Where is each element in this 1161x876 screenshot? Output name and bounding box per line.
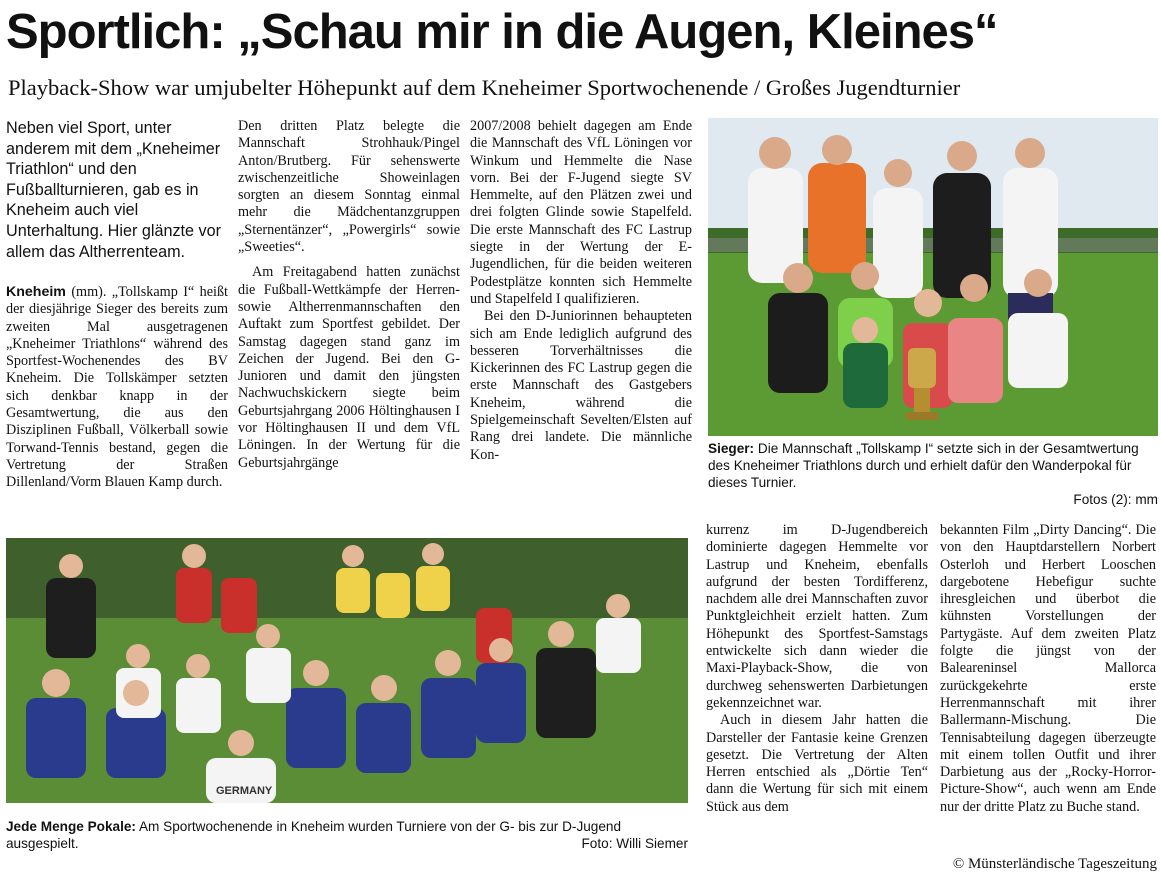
dateline: Kneheim <box>6 284 66 300</box>
winners-photo-credit: Fotos (2): mm <box>1073 492 1158 507</box>
paragraph-2: Den dritten Platz belegte die Mannschaft Strohhauk/Pingel Anton/Brutberg. Für sehenswerte zwischenzeitliche Showeinlagen sorgten an diesem Sonntag einmal mehr die Mädchentanzgruppen „Sternentänzer“, „Powergirls“ sowie „Sweeties“. <box>238 118 460 256</box>
shirt-lettering: GERMANY <box>216 785 273 797</box>
subheadline: Playback-Show war umjubelter Höhepunkt auf dem Kneheimer Sportwochenende / Großes Jugendturnier <box>8 75 961 100</box>
winners-caption-text: Die Mannschaft „Tollskamp I“ setzte sich in der Gesamtwertung des Kneheimer Triathlons durch und erhielt dafür den Wanderpokal für dieses Turnier. <box>708 441 1139 490</box>
article-column-3 <box>470 118 692 524</box>
youth-photo-caption <box>6 818 688 852</box>
paragraph-5: Auch in diesem Jahr hatten die Darsteller der Fantasie keine Grenzen gesetzt. Die Vertretung der Alten Herren entschied als „Dörtie Ten“ dann die Wertung für sich mit einem Stück aus dem <box>706 712 928 815</box>
article-column-5 <box>940 522 1156 854</box>
paragraph-1: (mm). „Tollskamp I“ heißt der diesjährige Sieger des bereits zum zweiten Mal ausgetragenen „Kneheimer Triathlons“ während des Sportfest-Wochenendes des BV Kneheim. Die Tollskämper setzten sich denkbar knapp in der Gesamtwertung, die aus den Disziplinen Fußball, Völkerball sowie Torwand-Tennis bestand, gegen die Vertretung der Straßen Dillenland/Vorm Blauen Kamp durch. <box>6 284 228 491</box>
article-column-4 <box>706 522 928 854</box>
paragraph-4: Bei den D-Juniorinnen behaupteten sich am Ende lediglich aufgrund des besseren Torverhältnisses die Kickerinnen des FC Lastrup gegen die erste Mannschaft des Gastgebers Kneheim, während die Spielgemeinschaft Sevelten/Elsten auf Rang drei landete. Die männliche Kon- <box>470 308 692 463</box>
copyright-notice: © Münsterländische Tageszeitung <box>952 856 1157 872</box>
youth-photo-image <box>6 538 688 803</box>
winners-photo-image <box>708 118 1158 436</box>
article-column-2 <box>238 118 460 524</box>
paragraph-3-continued: 2007/2008 behielt dagegen am Ende die Mannschaft des VfL Löningen vor Winkum und Hemmelte die Nase vorn. Bei der F-Jugend siegte SV Hemmelte, auf den Plätzen zwei und drei folgten Glinde sowie Stapelfeld. Die erste Mannschaft des FC Lastrup siegte in der Wertung der E-Jugendlichen, für die beiden weiteren Podestplätze konnten sich Hemmelte und Stapelfeld I qualifizieren. <box>470 118 692 307</box>
youth-teams-photo <box>6 538 688 803</box>
paragraph-3: Am Freitagabend hatten zunächst die Fußball-Wettkämpfe der Herren- sowie Altherrenmannschaften den Auftakt zum Sportfest gebildet. Der Samstag dagegen stand ganz im Zeichen der Jugend. Bei den G-Junioren und damit den jüngsten Nachwuchskickern siegte beim Geburtsjahrgang 2006 Höltinghausen I vor Höltinghausen II und dem VfL Löningen. In der Wertung für die Geburtsjahrgänge <box>238 264 460 471</box>
teaser: Neben viel Sport, unter anderem mit dem „Kneheimer Triathlon“ und den Fußballturnieren, gab es in Kneheim auch viel Unterhaltung. Hier glänzte vor allem das Altherrenteam. <box>6 119 222 261</box>
winners-photo-caption <box>708 440 1158 508</box>
article-column-1 <box>6 284 228 524</box>
paragraph-5-continued: bekannten Film „Dirty Dancing“. Die von den Hauptdarstellern Norbert Osterloh und Herbert Looschen dargebotene Hebefigur suchte ihresgleichen und überbot die kühnsten Vorstellungen der Partygäste. Auf dem zweiten Platz folgte die jüngst von der Baleareninsel Mallorca zurückgekehrte erste Herrenmannschaft mit ihrer Ballermann-Mischung. Die Tennisabteilung dagegen überzeugte mit einem tollen Outfit und ihrer Darbietung aus der „Rocky-Horror-Picture-Show“, auch wenn am Ende nur der dritte Platz zu Buche stand. <box>940 522 1156 815</box>
winners-team-photo <box>708 118 1158 436</box>
youth-caption-label: Jede Menge Pokale: <box>6 819 136 834</box>
headline: Sportlich: „Schau mir in die Augen, Kleines“ <box>6 5 998 59</box>
youth-photo-credit: Foto: Willi Siemer <box>581 836 688 851</box>
youth-caption-text: Am Sportwochenende in Kneheim wurden Turniere von der G- bis zur D-Jugend ausgespielt. <box>6 819 622 851</box>
paragraph-4-continued: kurrenz im D-Jugendbereich dominierte dagegen Hemmelte vor Lastrup und Kneheim, ebenfalls aufgrund der besten Tordifferenz, nachdem alle drei Mannschaften zuvor Punktgleichheit erzielt hatten. Zum Höhepunkt des Sportfest-Samstags entwickelte sich dann wieder die Maxi-Playback-Show, die von durchweg sehenswerten Darbietungen gekennzeichnet war. <box>706 522 928 711</box>
winners-caption-label: Sieger: <box>708 441 755 456</box>
